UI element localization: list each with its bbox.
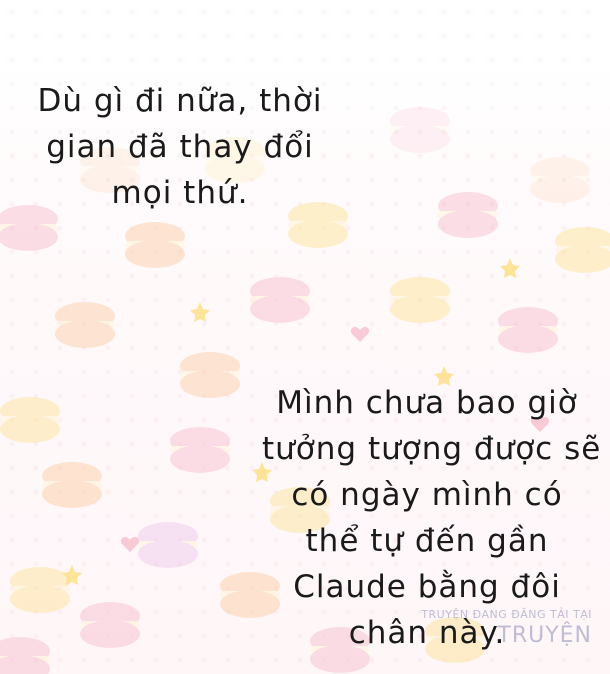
caption-top [30, 78, 330, 216]
watermark-line-2: TRUYỆN [497, 623, 592, 648]
watermark-line-1: TRUYỆN ĐANG ĐĂNG TẢI TẠI [421, 608, 592, 621]
caption-top-line: mọi thứ. [111, 175, 249, 211]
caption-top-line: Dù gì đi nữa, thời [37, 83, 323, 119]
watermark [421, 608, 592, 648]
caption-bottom-line: chân này. [348, 615, 506, 651]
caption-bottom-line: Claude bằng đôi [293, 569, 561, 605]
caption-bottom-line: có ngày mình có [291, 477, 563, 513]
caption-bottom-line: tưởng tượng được sẽ [262, 431, 602, 467]
caption-bottom-line: Mình chưa bao giờ [276, 385, 578, 421]
caption-bottom-line: thể tự đến gần [305, 523, 549, 559]
caption-top-line: gian đã thay đổi [46, 129, 314, 165]
